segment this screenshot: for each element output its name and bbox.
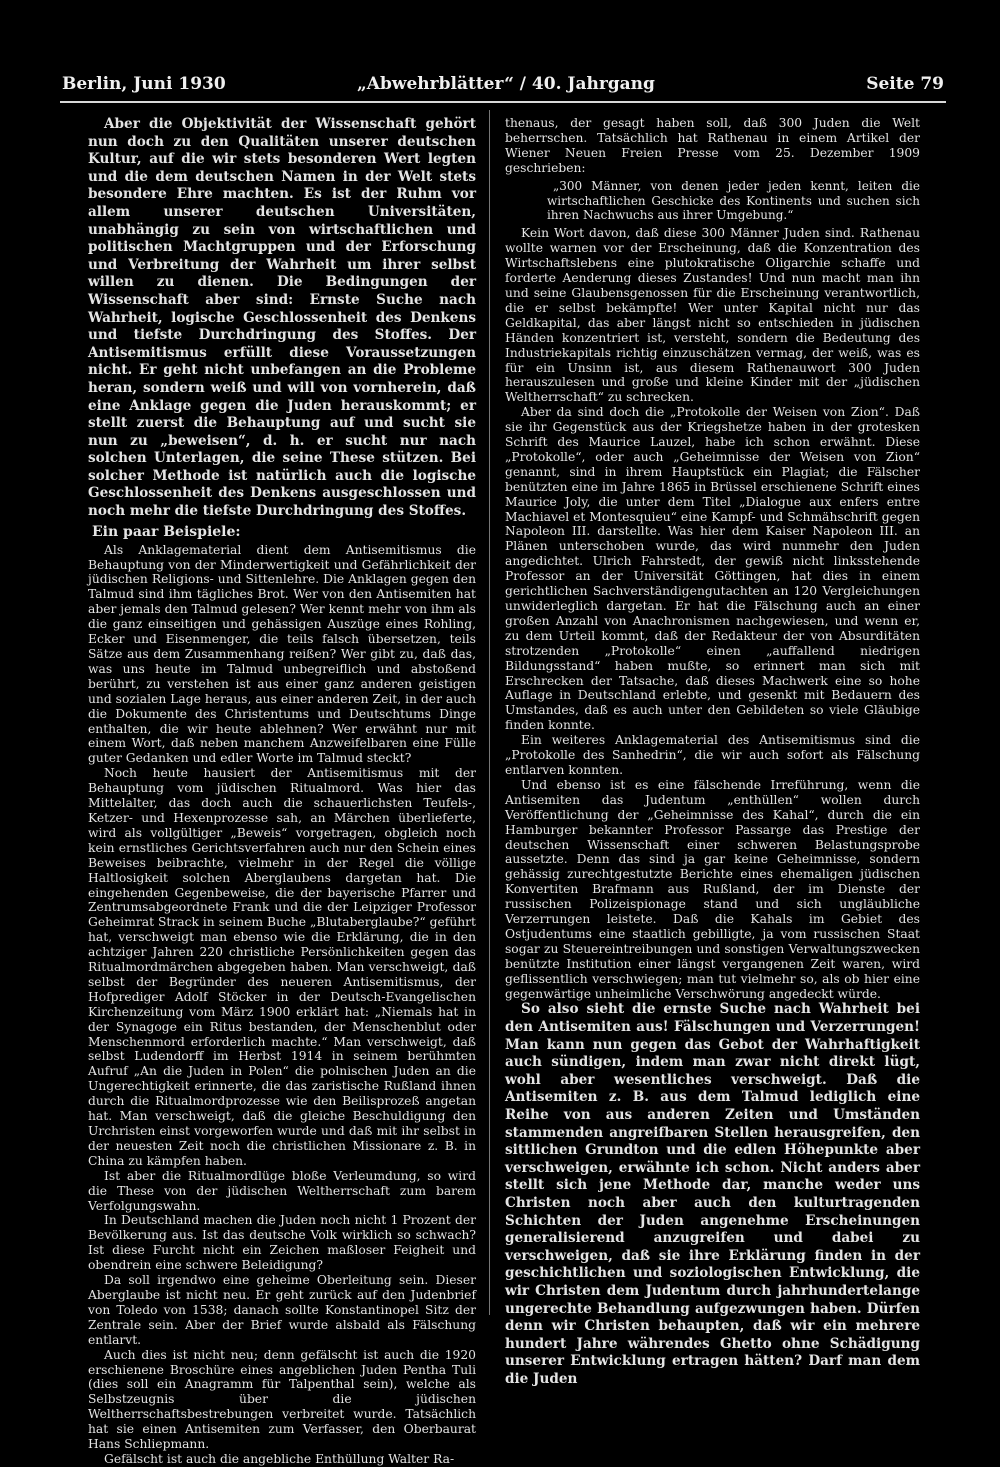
paragraph: Aber die Objektivität der Wissenschaft gehört nun doch zu den Qualitäten unserer deutschen Kultur, auf die wir stets besonderen Wert legten und die dem deutschen Namen in der Welt stets besondere Ehre machten. Es ist der Ruhm vor allem unserer deutschen Universitäten, unabhängig zu sein von wirtschaftlichen und politischen Machtgruppen und der Erforschung und Verbreitung der Wahrheit um ihrer selbst willen zu dienen. Die Bedingungen der Wissenschaft aber sind: Ernste Suche nach Wahrheit, logische Geschlossenheit des Denkens und tiefste Durchdringung des Stoffes. Der Antisemitismus erfüllt diese Voraussetzungen nicht. Er geht nicht unbefangen an die Probleme heran, sondern weiß und will von vornherein, daß eine Anklage gegen die Juden herauskommt; er stellt zuerst die Behauptung auf und sucht sie nun zu „beweisen“, d. h. er sucht nur nach solchen Unterlagen, die seine These stützen. Bei solcher Methode ist natürlich auch die logische Geschlossenheit des Denkens ausgeschlossen und noch mehr die tiefste Durchdringung des Stoffes. [88, 116, 476, 520]
header-publication: „Abwehrblätter“ / 40. Jahrgang [357, 74, 655, 94]
paragraph: Und ebenso ist es eine fälschende Irreführung, wenn die Antisemiten das Judentum „enthüllen“ wollen durch Veröffentlichung der „Geheimnisse des Kahal“, durch die ein Hamburger bekannter Professor Passarge das Prestige der deutschen Wissenschaft einer schweren Belastungsprobe aussetzte. Denn das sind ja gar keine Geheimnisse, sondern gehässig zurechtgestutzte Berichte eines ehemaligen jüdischen Konvertiten Brafmann aus Rußland, der im Dienste der russischen Polizeispionage stand und sich ungläubliche Verzerrungen leistete. Daß die Kahals im Gebiet des Ostjudentums eine staatlich gebilligte, ja vom russischen Staat sogar zu Steuereintreibungen und sonstigen Verwaltungszwecken benützte Institution einer längst vergangenen Zeit waren, wird geflissentlich verschwiegen; man tut vielmehr so, als ob hier eine gegenwärtige unheimliche Verschwörung angedeckt würde. [505, 777, 920, 1001]
paragraph: thenaus, der gesagt haben soll, daß 300 Juden die Welt beherrschen. Tatsächlich hat Rathenau in einem Artikel der Wiener Neuen Freien Presse vom 25. Dezember 1909 geschrieben: [505, 116, 920, 175]
paragraph: Ein weiteres Anklagematerial des Antisemitismus sind die „Protokolle des Sanhedrin“, die wir auch sofort als Fälschung entlarven konnten. [505, 733, 920, 777]
quotation: „300 Männer, von denen jeder jeden kennt, leiten die wirtschaftlichen Geschicke des Kontinents und suchen sich ihren Nachwuchs aus ihrer Umgebung.“ [547, 178, 920, 223]
paragraph: In Deutschland machen die Juden noch nicht 1 Prozent der Bevölkerung aus. Ist das deutsche Volk wirklich so schwach? Ist diese Furcht nicht ein Zeichen maßloser Feigheit und obendrein eine schwere Beleidigung? [88, 1213, 476, 1273]
paragraph: Aber da sind doch die „Protokolle der Weisen von Zion“. Daß sie ihr Gegenstück aus der Kriegshetze haben in der grotesken Schrift des Maurice Lauzel, habe ich schon erwähnt. Diese „Protokolle“, oder auch „Geheimnisse der Weisen von Zion“ genannt, sind in ihrem Hauptstück ein Plagiat; die Fälscher benützten eine im Jahre 1865 in Brüssel erschienene Schrift eines Maurice Joly, die unter dem Titel „Dialogue aux enfers entre Machiavel et Montesquieu“ eine Kampf- und Schmähschrift gegen Napoleon III. darstellte. Was hier dem Kaiser Napoleon III. an Plänen unterschoben wurde, das wird nunmehr den Juden angedichtet. Ulrich Fahrstedt, der gewiß nicht linksstehende Professor an der Universität Göttingen, hat dies in einem gerichtlichen Sachverständigengutachten an 120 Vergleichungen unwiderleglich dargetan. Er hat die Fälschung auch an einer großen Anzahl von Anachronismen nachgewiesen, und wenn er, zu dem Urteil kommt, daß der Redakteur der von Absurditäten strotzenden „Protokolle“ einen „auffallend niedrigen Bildungsstand“ haben mußte, so erinnert man sich mit Erschrecken der Tatsache, daß dieses Machwerk eine so hohe Auflage in Deutschland erlebte, und gesenkt mit Bedauern des Umstandes, daß es auch unter den Gebildeten so viele Gläubige finden konnte. [505, 405, 920, 733]
paragraph: Als Anklagematerial dient dem Antisemitismus die Behauptung von der Minderwertigkeit und Gefährlichkeit der jüdischen Religions- und Sittenlehre. Die Anklagen gegen den Talmud sind ihm tägliches Brot. Wer von den Antisemiten hat aber jemals den Talmud gelesen? Wer kennt mehr von ihm als die ganz einseitigen und gehässigen Auszüge eines Rohling, Ecker und Eisenmenger, die teils falsch übersetzen, teils Sätze aus dem Zusammenhang reißen? Wer gibt zu, daß das, was uns heute im Talmud unbegreiflich und abstoßend berührt, zu verstehen ist aus einer ganz anderen geistigen und sozialen Lage heraus, aus einer anderen Zeit, in der auch die Dokumente des Christentums und Deutschtums Dinge enthalten, die wir heute ablehnen? Wer erwähnt nur mit einem Wort, daß neben manchem Anzweifelbaren eine Fülle guter Gedanken und edler Worte im Talmud steckt? [88, 542, 476, 766]
paragraph: Kein Wort davon, daß diese 300 Männer Juden sind. Rathenau wollte warnen vor der Erscheinung, daß die Konzentration des Wirtschaftslebens eine plutokratische Oligarchie schaffe und forderte Aenderung dieses Zustandes! Und nun macht man ihn und seine Glaubensgenossen für die Erscheinung verantwortlich, die er selbst bekämpfte! Wer unter Kapital nicht nur das Geldkapital, das aber längst nicht so entschieden in jüdischen Händen konzentriert ist, versteht, sondern die Bedeutung des Industriekapitals richtig einzuschätzen vermag, der weiß, was es für ein Unsinn ist, aus diesem Rathenauwort 300 Juden herauszulesen und große und kleine Kinder mit der „jüdischen Weltherrschaft“ zu schrecken. [505, 226, 920, 405]
paragraph: Da soll irgendwo eine geheime Oberleitung sein. Dieser Aberglaube ist nicht neu. Er geht zurück auf den Judenbrief von Toledo von 1538; danach sollte Konstantinopel Sitz der Zentrale sein. Aber der Brief wurde alsbald als Fälschung entlarvt. [88, 1273, 476, 1347]
subheading: Ein paar Beispiele: [92, 523, 241, 540]
header-page-number: Seite 79 [866, 74, 944, 94]
column-divider [489, 110, 490, 1315]
right-column [505, 116, 920, 1389]
page-header [62, 74, 944, 100]
left-column [88, 116, 476, 1467]
paragraph: Gefälscht ist auch die angebliche Enthüllung Walter Ra- [104, 1451, 455, 1466]
paragraph: Noch heute hausiert der Antisemitismus mit der Behauptung vom jüdischen Ritualmord. Was hier das Mittelalter, das doch auch die schauerlichsten Teufels-, Ketzer- und Hexenprozesse sah, an Märchen überlieferte, wird als vollgültiger „Beweis“ vorgetragen, obgleich noch kein ernstliches Gerichtsverfahren auch nur den Schein eines Beweises beibrachte, vielmehr in der Regel die völlige Haltlosigkeit solchen Aberglaubens dargetan hat. Die eingehenden Gegenbeweise, die der bayerische Pfarrer und Zentrumsabgeordnete Frank und die der Leipziger Professor Geheimrat Strack in seinem Buche „Blutaberglaube?“ geführt hat, verschweigt man ebenso wie die Erklärung, die in den achtziger Jahren 220 christliche Persönlichkeiten gegen das Ritualmordmärchen abgegeben haben. Man verschweigt, daß selbst der Begründer des neueren Antisemitismus, der Hofprediger Adolf Stöcker in der Deutsch-Evangelischen Kirchenzeitung vom März 1900 erklärt hat: „Niemals hat in der Synagoge ein Ritus bestanden, der Menschenblut oder Menschenmord erforderlich machte.“ Man verschweigt, daß selbst Ludendorff im Herbst 1914 in seinem berühmten Aufruf „An die Juden in Polen“ die polnischen Juden an die Ungerechtigkeit erinnerte, die das zaristische Rußland ihnen durch die Ritualmordprozesse wie den Beilisprozeß angetan hat. Man verschweigt, daß die gleiche Beschuldigung den Urchristen einst vorgeworfen wurde und daß mit ihr selbst in der neuesten Zeit noch die christlichen Missionare z. B. in China zu kämpfen haben. [88, 766, 476, 1168]
paragraph: Ist aber die Ritualmordlüge bloße Verleumdung, so wird die These von der jüdischen Weltherrschaft zum barem Verfolgungswahn. [88, 1168, 476, 1213]
header-rule [60, 101, 946, 103]
header-place-date: Berlin, Juni 1930 [62, 74, 226, 94]
paragraph: So also sieht die ernste Suche nach Wahrheit bei den Antisemiten aus! Fälschungen und Verzerrungen! Man kann nun gegen das Gebot der Wahrhaftigkeit auch sündigen, indem man zwar nicht direkt lügt, wohl aber wesentliches verschweigt. Daß die Antisemiten z. B. aus dem Talmud lediglich eine Reihe von aus anderen Zeiten und Umständen stammenden angreifbaren Stellen herausgreifen, den sittlichen Grundton und die edlen Höhepunkte aber verschweigen, erwähnte ich schon. Nicht anders aber stellt sich jene Methode dar, manche weder uns Christen noch aber auch den kulturtragenden Schichten der Juden angenehme Erscheinungen generalisierend anzugreifen und dabei zu verschweigen, daß sie ihre Erklärung finden in der geschichtlichen und soziologischen Entwicklung, die wir Christen dem Judentum durch jahrhundertelange ungerechte Behandlung aufgezwungen haben. Dürfen denn wir Christen behaupten, daß wir ein mehrere hundert Jahre währendes Ghetto ohne Schädigung unserer Entwicklung ertragen hätten? Darf man dem die Juden [505, 1001, 920, 1387]
paragraph: Auch dies ist nicht neu; denn gefälscht ist auch die 1920 erschienene Broschüre eines angeblichen Juden Pentha Tuli (dies soll ein Anagramm für Talpenthal sein), welche als Selbstzeugnis über die jüdischen Weltherrschaftsbestrebungen verbreitet wurde. Tatsächlich hat sie einen Antisemiten zum Verfasser, den Oberbaurat Hans Schliepmann. [88, 1347, 476, 1452]
